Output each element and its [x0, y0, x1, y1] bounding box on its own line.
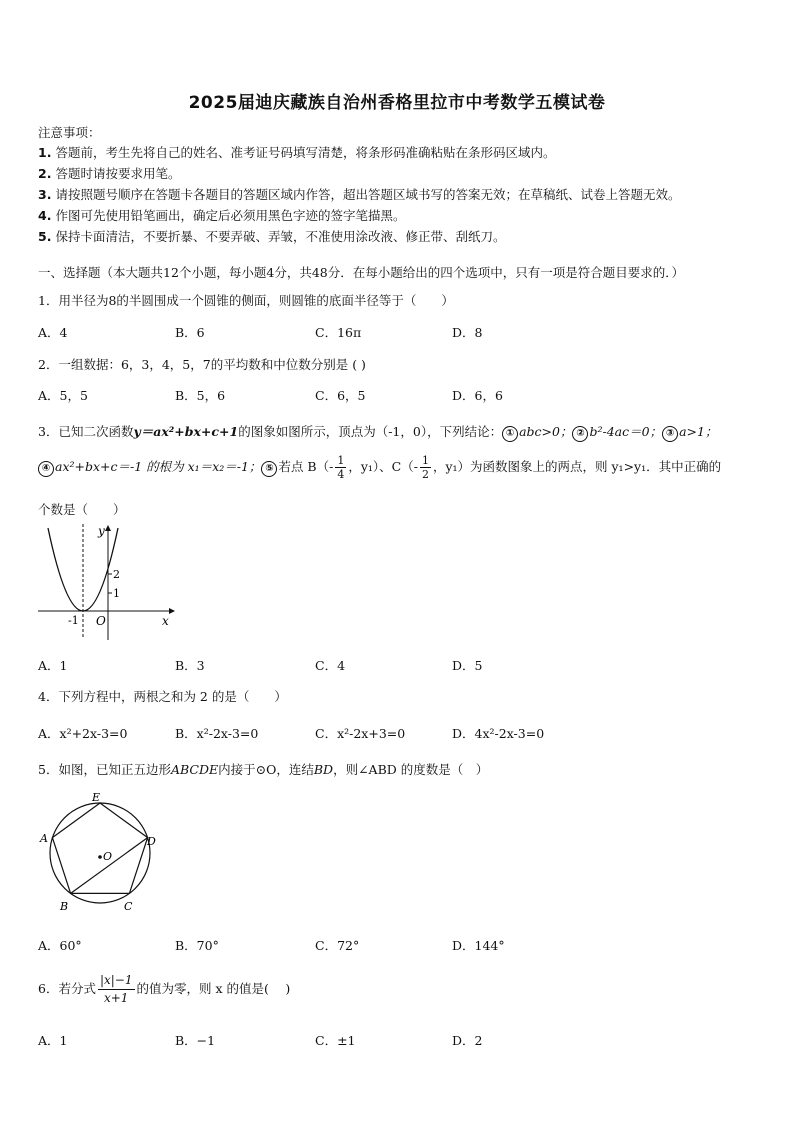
- tick-label-y-2: 2: [113, 568, 120, 581]
- option-c[interactable]: C．6，5: [315, 388, 366, 403]
- q3-conclusion-5: ，y₁）为函数图象上的两点，则 y₁>y₁．其中正确的: [432, 459, 722, 474]
- option-d[interactable]: D．144°: [452, 938, 505, 953]
- notice-item-number: 5.: [38, 229, 52, 244]
- option-a[interactable]: A．1: [38, 1033, 68, 1048]
- circled-number-4: ④: [38, 461, 54, 477]
- question-1-stem: 1．用半径为8的半圆围成一个圆锥的侧面，则圆锥的底面半径等于（ ）: [38, 293, 454, 308]
- center-label-o: O: [103, 850, 113, 863]
- question-3-line-1: [38, 422, 717, 442]
- vertex-label-a: A: [40, 832, 48, 845]
- q5-pentagon-name: ABCDE: [170, 762, 219, 777]
- notice-item: [38, 185, 680, 203]
- notice-item-number: 3.: [38, 187, 52, 202]
- question-5-stem: [38, 760, 488, 778]
- fraction-denominator: 4: [337, 468, 345, 481]
- q3-text: 3．已知二次函数: [38, 424, 134, 439]
- fraction-numerator: |x|−1: [98, 972, 135, 990]
- x-axis-label: x: [162, 614, 169, 628]
- fraction-one-quarter: [335, 454, 346, 481]
- q3-conclusion-3: a>1；: [679, 424, 718, 439]
- y-axis-label: y: [98, 524, 105, 538]
- question-2-options: [38, 386, 738, 404]
- question-6-options: [38, 1031, 738, 1049]
- question-4-options: [38, 724, 738, 742]
- notice-item: [38, 206, 405, 224]
- option-c[interactable]: C．4: [315, 658, 346, 673]
- segment-bd: [71, 838, 148, 894]
- option-b[interactable]: B．5，6: [175, 388, 226, 403]
- origin-label: O: [96, 614, 106, 628]
- q5-text: ，则∠ABD 的度数是（ ）: [333, 762, 489, 777]
- q3-conclusion-1: abc>0；: [519, 424, 573, 439]
- option-d[interactable]: D．8: [452, 325, 483, 340]
- parabola-graph: [34, 520, 184, 645]
- notice-item: [38, 164, 180, 182]
- circled-number-1: ①: [502, 426, 518, 442]
- question-6-stem: [38, 972, 290, 1007]
- option-c[interactable]: C．±1: [315, 1033, 356, 1048]
- notice-item-text: 保持卡面清洁，不要折暴、不要弄破、弄皱，不准使用涂改液、修正带、刮纸刀。: [55, 229, 506, 244]
- notice-item: [38, 143, 555, 161]
- tick-label-x-minus-1: -1: [68, 614, 79, 627]
- tick-label-y-1: 1: [113, 587, 120, 600]
- vertex-label-b: B: [60, 900, 69, 913]
- question-3-line-3: 个数是（ ）: [38, 502, 126, 517]
- circled-number-5: ⑤: [261, 461, 277, 477]
- question-3-line-2: [38, 454, 721, 481]
- vertex-label-c: C: [124, 900, 133, 913]
- fraction-numerator: 1: [337, 454, 345, 467]
- notice-item-text: 答题时请按要求用笔。: [55, 166, 181, 181]
- fraction-one-half: [420, 454, 431, 481]
- notice-item-text: 答题前，考生先将自己的姓名、准考证号码填写清楚，将条形码准确粘贴在条形码区域内。: [55, 145, 556, 160]
- question-3-options: [38, 656, 738, 674]
- option-d[interactable]: D．6，6: [452, 388, 503, 403]
- fraction-denominator: x+1: [103, 991, 129, 1005]
- option-b[interactable]: B．x²-2x-3=0: [175, 726, 259, 741]
- fraction-numerator: 1: [421, 454, 429, 467]
- option-b[interactable]: B．−1: [175, 1033, 216, 1048]
- option-c[interactable]: C．72°: [315, 938, 360, 953]
- vertex-label-d: D: [147, 835, 156, 848]
- circled-number-2: ②: [572, 426, 588, 442]
- question-2-stem: 2．一组数据：6，3，4，5，7的平均数和中位数分别是 ( ): [38, 357, 366, 372]
- circle-o: [50, 803, 150, 903]
- vertex-label-e: E: [92, 793, 101, 804]
- q3-text: 的图象如图所示，顶点为（-1，0），下列结论：: [238, 424, 503, 439]
- notice-heading: 注意事项：: [38, 125, 101, 140]
- option-d[interactable]: D．2: [452, 1033, 483, 1048]
- section-heading: 一、选择题（本大题共12个小题，每小题4分，共48分．在每小题给出的四个选项中，只有一项是符合题目要求的．）: [38, 265, 685, 280]
- question-4-stem: 4．下列方程中，两根之和为 2 的是（ ）: [38, 689, 287, 704]
- question-5-options: [38, 936, 738, 954]
- option-a[interactable]: A．4: [38, 325, 68, 340]
- q6-text: 的值为零，则 x 的值是( ): [136, 981, 291, 996]
- q5-text: 内接于⊙O，连结: [218, 762, 314, 777]
- option-a[interactable]: A．60°: [38, 938, 82, 953]
- circled-number-3: ③: [662, 426, 678, 442]
- q5-segment-name: BD: [313, 762, 334, 777]
- notice-item: [38, 227, 505, 245]
- q3-conclusion-2: b²-4ac＝0；: [589, 424, 663, 439]
- option-a[interactable]: A．5，5: [38, 388, 88, 403]
- option-b[interactable]: B．3: [175, 658, 205, 673]
- option-c[interactable]: C．x²-2x+3=0: [315, 726, 406, 741]
- q6-text: 6．若分式: [38, 981, 96, 996]
- option-a[interactable]: A．1: [38, 658, 68, 673]
- q3-function: y＝ax²+bx+c+1: [133, 424, 239, 439]
- center-point: [98, 855, 102, 859]
- option-c[interactable]: C．16π: [315, 325, 362, 340]
- q3-conclusion-5: ，y₁）、C（-: [348, 459, 418, 474]
- q6-fraction: [98, 972, 135, 1007]
- question-1-options: [38, 323, 738, 341]
- notice-item-number: 2.: [38, 166, 52, 181]
- option-d[interactable]: D．4x²-2x-3=0: [452, 726, 545, 741]
- notice-item-text: 作图可先使用铅笔画出，确定后必须用黑色字迹的签字笔描黑。: [55, 208, 406, 223]
- option-d[interactable]: D．5: [452, 658, 483, 673]
- notice-item-number: 4.: [38, 208, 52, 223]
- pentagon-circle-figure: [36, 793, 166, 918]
- q5-text: 5．如图，已知正五边形: [38, 762, 171, 777]
- notice-item-number: 1.: [38, 145, 52, 160]
- notice-item-text: 请按照题号顺序在答题卡各题目的答题区域内作答，超出答题区域书写的答案无效；在草稿纸、试卷上答题无效。: [55, 187, 681, 202]
- page-title: 2025届迪庆藏族自治州香格里拉市中考数学五模试卷: [188, 93, 606, 113]
- option-b[interactable]: B．70°: [175, 938, 219, 953]
- q3-conclusion-5: 若点 B（-: [278, 459, 334, 474]
- fraction-denominator: 2: [421, 468, 429, 481]
- q3-conclusion-4: ax²+bx+c＝-1 的根为 x₁＝x₂＝-1；: [55, 459, 262, 474]
- option-a[interactable]: A．x²+2x-3=0: [38, 726, 128, 741]
- option-b[interactable]: B．6: [175, 325, 205, 340]
